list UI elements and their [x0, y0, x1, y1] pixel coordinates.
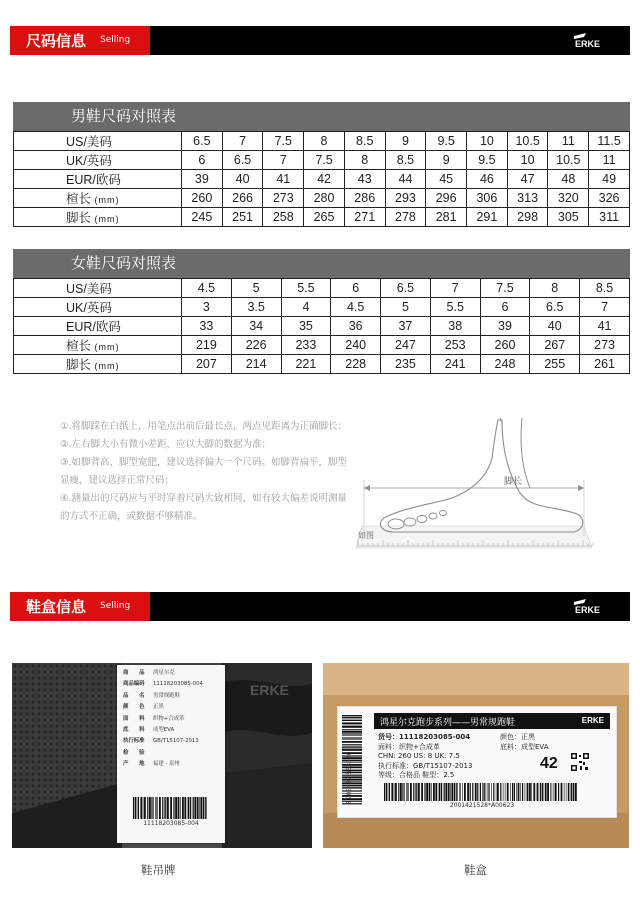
size-cell: 10.5 — [507, 132, 548, 151]
row-label: US/美码 — [14, 279, 182, 298]
size-cell: 7 — [430, 279, 480, 298]
hangtag-photo — [12, 663, 312, 848]
size-cell: 35 — [281, 317, 331, 336]
shoebox-info-banner — [10, 592, 630, 621]
size-row — [14, 317, 630, 336]
hangtag-row: 执行标准 GB/T15107-2013 — [123, 738, 199, 745]
shoebox-label — [337, 706, 617, 818]
hangtag-caption: 鞋吊牌 — [141, 863, 176, 877]
men-size-grid — [13, 131, 630, 227]
banner-title: 尺码信息 — [26, 32, 87, 50]
size-cell: 6.5 — [381, 279, 431, 298]
label-chn-us-uk: CHN: 260 US: 8 UK: 7.5 — [378, 752, 460, 761]
size-cell: 49 — [589, 170, 630, 189]
size-cell: 34 — [231, 317, 281, 336]
bottom-barcode-number: 2001421528*A00623 — [449, 802, 515, 809]
size-cell: 5.5 — [430, 298, 480, 317]
size-cell: 38 — [430, 317, 480, 336]
size-cell: 8.5 — [344, 132, 385, 151]
svg-text:ERKE: ERKE — [575, 605, 601, 615]
erke-logo — [572, 597, 620, 615]
size-cell: 39 — [480, 317, 530, 336]
size-cell: 267 — [530, 336, 580, 355]
label-size: 42 — [540, 755, 558, 772]
svg-text:ERKE: ERKE — [575, 39, 601, 49]
size-cell: 260 — [480, 336, 530, 355]
size-cell: 271 — [344, 208, 385, 227]
size-row — [14, 355, 630, 374]
size-cell: 8 — [530, 279, 580, 298]
box-lid — [323, 663, 629, 695]
size-row — [14, 170, 630, 189]
instruction-4: ④.测量出的尺码应与平时穿着尺码大致相同，如有较大偏差说明测量的方式不正确，或数据不够精准。 — [60, 493, 348, 522]
size-cell: 233 — [281, 336, 331, 355]
size-row — [14, 132, 630, 151]
side-barcode-number: 6 908432 553320 — [346, 751, 353, 805]
hangtag-row: 品 名 男常规跑鞋 — [123, 692, 180, 699]
row-label: US/美码 — [14, 132, 182, 151]
size-cell: 261 — [580, 355, 630, 374]
hangtag-row: 颜 色 正黑 — [123, 704, 164, 711]
size-cell: 296 — [426, 189, 467, 208]
size-cell: 10 — [467, 132, 508, 151]
size-cell: 9.5 — [467, 151, 508, 170]
size-cell: 5.5 — [281, 279, 331, 298]
women-size-grid — [13, 278, 630, 374]
size-cell: 291 — [467, 208, 508, 227]
size-cell: 8 — [344, 151, 385, 170]
size-cell: 37 — [381, 317, 431, 336]
size-cell: 40 — [530, 317, 580, 336]
size-cell: 251 — [222, 208, 263, 227]
size-cell: 281 — [426, 208, 467, 227]
size-cell: 298 — [507, 208, 548, 227]
size-cell: 247 — [381, 336, 431, 355]
size-cell: 286 — [344, 189, 385, 208]
label-sole: 底料：成型EVA — [500, 742, 549, 751]
measure-instructions — [60, 418, 350, 526]
size-cell: 33 — [182, 317, 232, 336]
size-cell: 207 — [182, 355, 232, 374]
size-cell: 3 — [182, 298, 232, 317]
size-row — [14, 279, 630, 298]
label-code: 货号：11118203085-004 — [378, 733, 471, 741]
size-cell: 260 — [182, 189, 223, 208]
size-cell: 6 — [331, 279, 381, 298]
size-cell: 255 — [530, 355, 580, 374]
size-cell: 228 — [331, 355, 381, 374]
foot-length-label: 脚长 — [504, 477, 523, 487]
size-cell: 313 — [507, 189, 548, 208]
size-cell: 43 — [344, 170, 385, 189]
size-cell: 7 — [580, 298, 630, 317]
label-color: 颜色：正黑 — [500, 733, 535, 741]
size-cell: 41 — [263, 170, 304, 189]
size-cell: 6.5 — [222, 151, 263, 170]
size-cell: 9.5 — [426, 132, 467, 151]
label-details-right — [500, 733, 549, 752]
instruction-2: ②.左右脚大小有微小差距，应以大脚的数据为准； — [60, 439, 272, 450]
women-table-title: 女鞋尺码对照表 — [13, 249, 630, 278]
row-label: EUR/欧码 — [14, 170, 182, 189]
size-cell: 10 — [507, 151, 548, 170]
hangtag-barcode-number: 11118203085-004 — [143, 820, 199, 827]
size-cell: 245 — [182, 208, 223, 227]
hangtag-row: 面 料 织物+合成革 — [123, 715, 185, 722]
size-cell: 278 — [385, 208, 426, 227]
size-cell: 44 — [385, 170, 426, 189]
size-cell: 10.5 — [548, 151, 589, 170]
size-cell: 306 — [467, 189, 508, 208]
row-label: 脚长 (mm) — [14, 208, 182, 227]
qr-code-icon — [570, 752, 590, 772]
size-cell: 326 — [589, 189, 630, 208]
size-cell: 7.5 — [263, 132, 304, 151]
size-cell: 241 — [430, 355, 480, 374]
shoebox-photo — [323, 663, 629, 848]
row-label: 楦长 (mm) — [14, 336, 182, 355]
size-cell: 6.5 — [182, 132, 223, 151]
label-header — [374, 713, 610, 729]
hangtag-row: 商 品 鸿星尔克 — [123, 670, 175, 676]
size-cell: 320 — [548, 189, 589, 208]
size-cell: 40 — [222, 170, 263, 189]
row-label: EUR/欧码 — [14, 317, 182, 336]
banner-subtitle: Selling — [100, 601, 131, 611]
hangtag-row: 检 验 — [123, 749, 145, 756]
size-cell: 41 — [580, 317, 630, 336]
instruction-1: ①.将脚踩在白纸上，用笔点出前后最长点，两点见距离为正确脚长； — [60, 421, 348, 432]
size-cell: 48 — [548, 170, 589, 189]
label-series: 鸿星尔克跑步系列——男常规跑鞋 — [380, 718, 516, 728]
men-size-table — [13, 102, 630, 227]
size-row — [14, 208, 630, 227]
size-row — [14, 189, 630, 208]
size-cell: 46 — [467, 170, 508, 189]
size-cell: 11 — [589, 151, 630, 170]
size-cell: 235 — [381, 355, 431, 374]
size-cell: 280 — [304, 189, 345, 208]
size-cell: 3.5 — [231, 298, 281, 317]
paper-label: 如图 — [358, 531, 374, 540]
size-cell: 4 — [281, 298, 331, 317]
size-cell: 7.5 — [304, 151, 345, 170]
size-cell: 265 — [304, 208, 345, 227]
size-row — [14, 336, 630, 355]
box-bottom-edge — [323, 813, 629, 848]
hangtag-row: 商品编码 11118203085-004 — [123, 681, 203, 688]
label-grade: 等级：合格品 鞋型：2.5 — [378, 771, 455, 780]
size-cell: 219 — [182, 336, 232, 355]
size-cell: 8.5 — [385, 151, 426, 170]
size-cell: 4.5 — [182, 279, 232, 298]
paper-sheet — [356, 526, 592, 548]
bottom-barcode — [384, 783, 580, 801]
svg-text:ERKE: ERKE — [250, 682, 289, 698]
size-cell: 8.5 — [580, 279, 630, 298]
size-row — [14, 151, 630, 170]
size-cell: 273 — [580, 336, 630, 355]
size-cell: 6.5 — [530, 298, 580, 317]
row-label: UK/英码 — [14, 298, 182, 317]
size-cell: 7 — [263, 151, 304, 170]
size-cell: 6 — [182, 151, 223, 170]
size-cell: 7 — [222, 132, 263, 151]
size-cell: 214 — [231, 355, 281, 374]
hangtag-barcode — [133, 797, 209, 819]
size-cell: 45 — [426, 170, 467, 189]
size-row — [14, 298, 630, 317]
size-cell: 9 — [426, 151, 467, 170]
size-cell: 5 — [231, 279, 281, 298]
size-cell: 4.5 — [331, 298, 381, 317]
size-cell: 5 — [381, 298, 431, 317]
size-cell: 47 — [507, 170, 548, 189]
size-cell: 266 — [222, 189, 263, 208]
size-cell: 39 — [182, 170, 223, 189]
size-cell: 273 — [263, 189, 304, 208]
women-size-table — [13, 249, 630, 374]
row-label: 楦长 (mm) — [14, 189, 182, 208]
banner-title: 鞋盒信息 — [26, 598, 87, 616]
shoebox-caption: 鞋盒 — [464, 863, 487, 877]
label-upper: 面料：织物+合成革 — [378, 742, 440, 751]
men-table-title: 男鞋尺码对照表 — [13, 102, 630, 131]
label-details — [378, 733, 472, 781]
banner-subtitle: Selling — [100, 35, 131, 45]
size-cell: 42 — [304, 170, 345, 189]
size-cell: 9 — [385, 132, 426, 151]
foot-outline-icon — [380, 420, 582, 532]
size-cell: 293 — [385, 189, 426, 208]
size-info-banner — [10, 26, 630, 55]
size-cell: 7.5 — [480, 279, 530, 298]
size-cell: 248 — [480, 355, 530, 374]
size-cell: 6 — [480, 298, 530, 317]
arrow-right-icon — [578, 485, 584, 491]
size-cell: 311 — [589, 208, 630, 227]
instruction-3: ③.如脚背高，脚型宽肥，建议选择偏大一个尺码。如脚背扁平，脚型显瘦，建议选择正常尺码； — [60, 457, 348, 486]
row-label: 脚长 (mm) — [14, 355, 182, 374]
size-cell: 36 — [331, 317, 381, 336]
size-cell: 305 — [548, 208, 589, 227]
hangtag-row: 底 料 成型EVA — [123, 727, 175, 734]
size-cell: 258 — [263, 208, 304, 227]
erke-logo — [572, 31, 620, 49]
row-label: UK/英码 — [14, 151, 182, 170]
label-standard: 执行标准：GB/T15107-2013 — [378, 761, 473, 770]
size-cell: 8 — [304, 132, 345, 151]
size-cell: 240 — [331, 336, 381, 355]
foot-measure-diagram — [352, 418, 602, 558]
size-cell: 226 — [231, 336, 281, 355]
size-cell: 11 — [548, 132, 589, 151]
size-cell: 11.5 — [589, 132, 630, 151]
arrow-left-icon — [364, 485, 370, 491]
size-cell: 253 — [430, 336, 480, 355]
hangtag-card — [117, 665, 225, 843]
hangtag-row: 产 地 福建 · 泉州 — [123, 761, 180, 768]
label-brand: ERKE — [581, 716, 604, 725]
size-cell: 221 — [281, 355, 331, 374]
